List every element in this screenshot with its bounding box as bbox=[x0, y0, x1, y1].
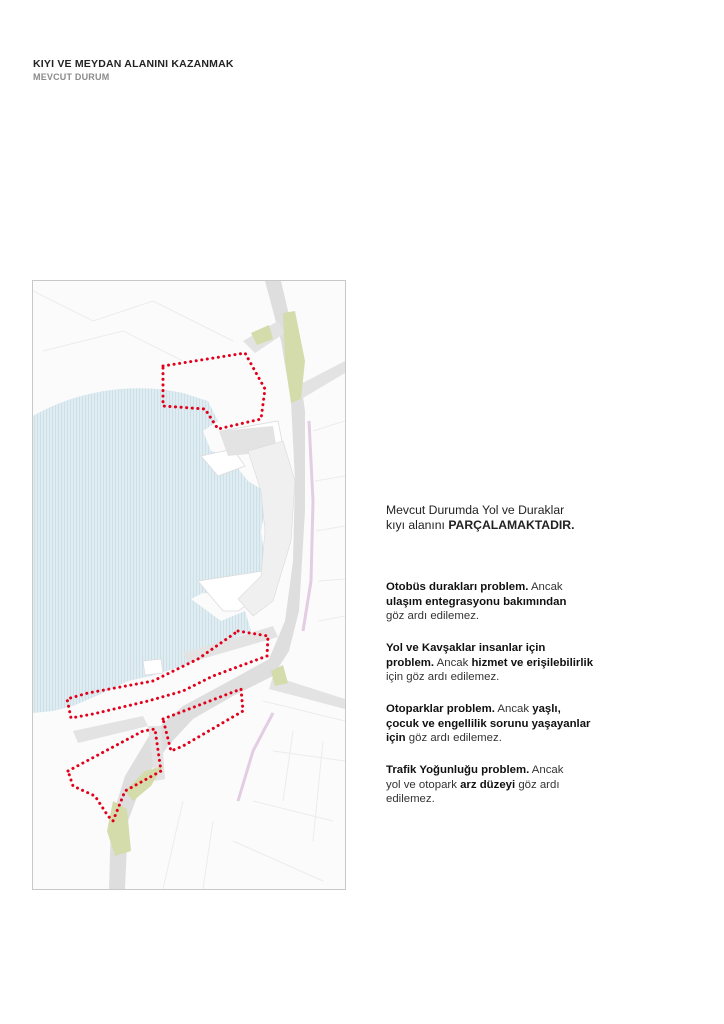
accent-strip-2 bbox=[238, 713, 273, 801]
text-bold: problem. bbox=[386, 656, 435, 669]
text-bold: için bbox=[386, 732, 406, 744]
page-title: KIYI VE MEYDAN ALANINI KAZANMAK bbox=[33, 58, 234, 70]
text-regular: göz ardı bbox=[515, 778, 560, 791]
text-bold: Otoparklar problem. bbox=[386, 703, 495, 715]
problem-item-parking bbox=[386, 702, 646, 746]
text-regular: Ancak bbox=[529, 764, 564, 776]
site-map bbox=[32, 280, 346, 890]
text-bold: çocuk ve engellilik sorunu yaşayanlar bbox=[386, 717, 591, 730]
text-regular: Ancak bbox=[528, 581, 563, 593]
text-bold: ulaşım entegrasyonu bakımından bbox=[386, 595, 567, 608]
problem-list bbox=[386, 580, 646, 824]
text-regular: edilemez. bbox=[386, 793, 435, 805]
text-bold: Trafik Yoğunluğu problem. bbox=[386, 764, 530, 776]
text-bold: Otobüs durakları problem. bbox=[386, 581, 529, 593]
problem-item-roads bbox=[386, 641, 646, 685]
intro-line-1: Mevcut Durumda Yol ve Duraklar bbox=[386, 503, 565, 517]
site-map-drawing bbox=[33, 281, 345, 889]
intro-line-2-regular: kıyı alanını bbox=[386, 518, 449, 532]
text-bold: hizmet ve erişilebilirlik bbox=[471, 656, 594, 669]
problem-item-traffic bbox=[386, 763, 646, 807]
text-regular: göz ardı edilemez. bbox=[405, 732, 502, 744]
text-bold: Yol ve Kavşaklar insanlar için bbox=[386, 642, 546, 654]
intro-line-2 bbox=[386, 518, 574, 533]
text-regular: göz ardı edilemez. bbox=[386, 610, 480, 622]
intro-line-2-bold: PARÇALAMAKTADIR. bbox=[448, 518, 575, 532]
text-regular: yol ve otopark bbox=[386, 778, 461, 791]
text-bold: arz düzeyi bbox=[460, 778, 516, 791]
text-regular: için göz ardı edilemez. bbox=[386, 671, 500, 683]
text-bold: yaşlı, bbox=[532, 703, 561, 715]
text-regular: Ancak bbox=[434, 656, 472, 669]
problem-item-bus-stops bbox=[386, 580, 646, 624]
page-subtitle: MEVCUT DURUM bbox=[33, 72, 110, 82]
text-regular: Ancak bbox=[494, 703, 533, 715]
intro-statement bbox=[386, 503, 574, 533]
